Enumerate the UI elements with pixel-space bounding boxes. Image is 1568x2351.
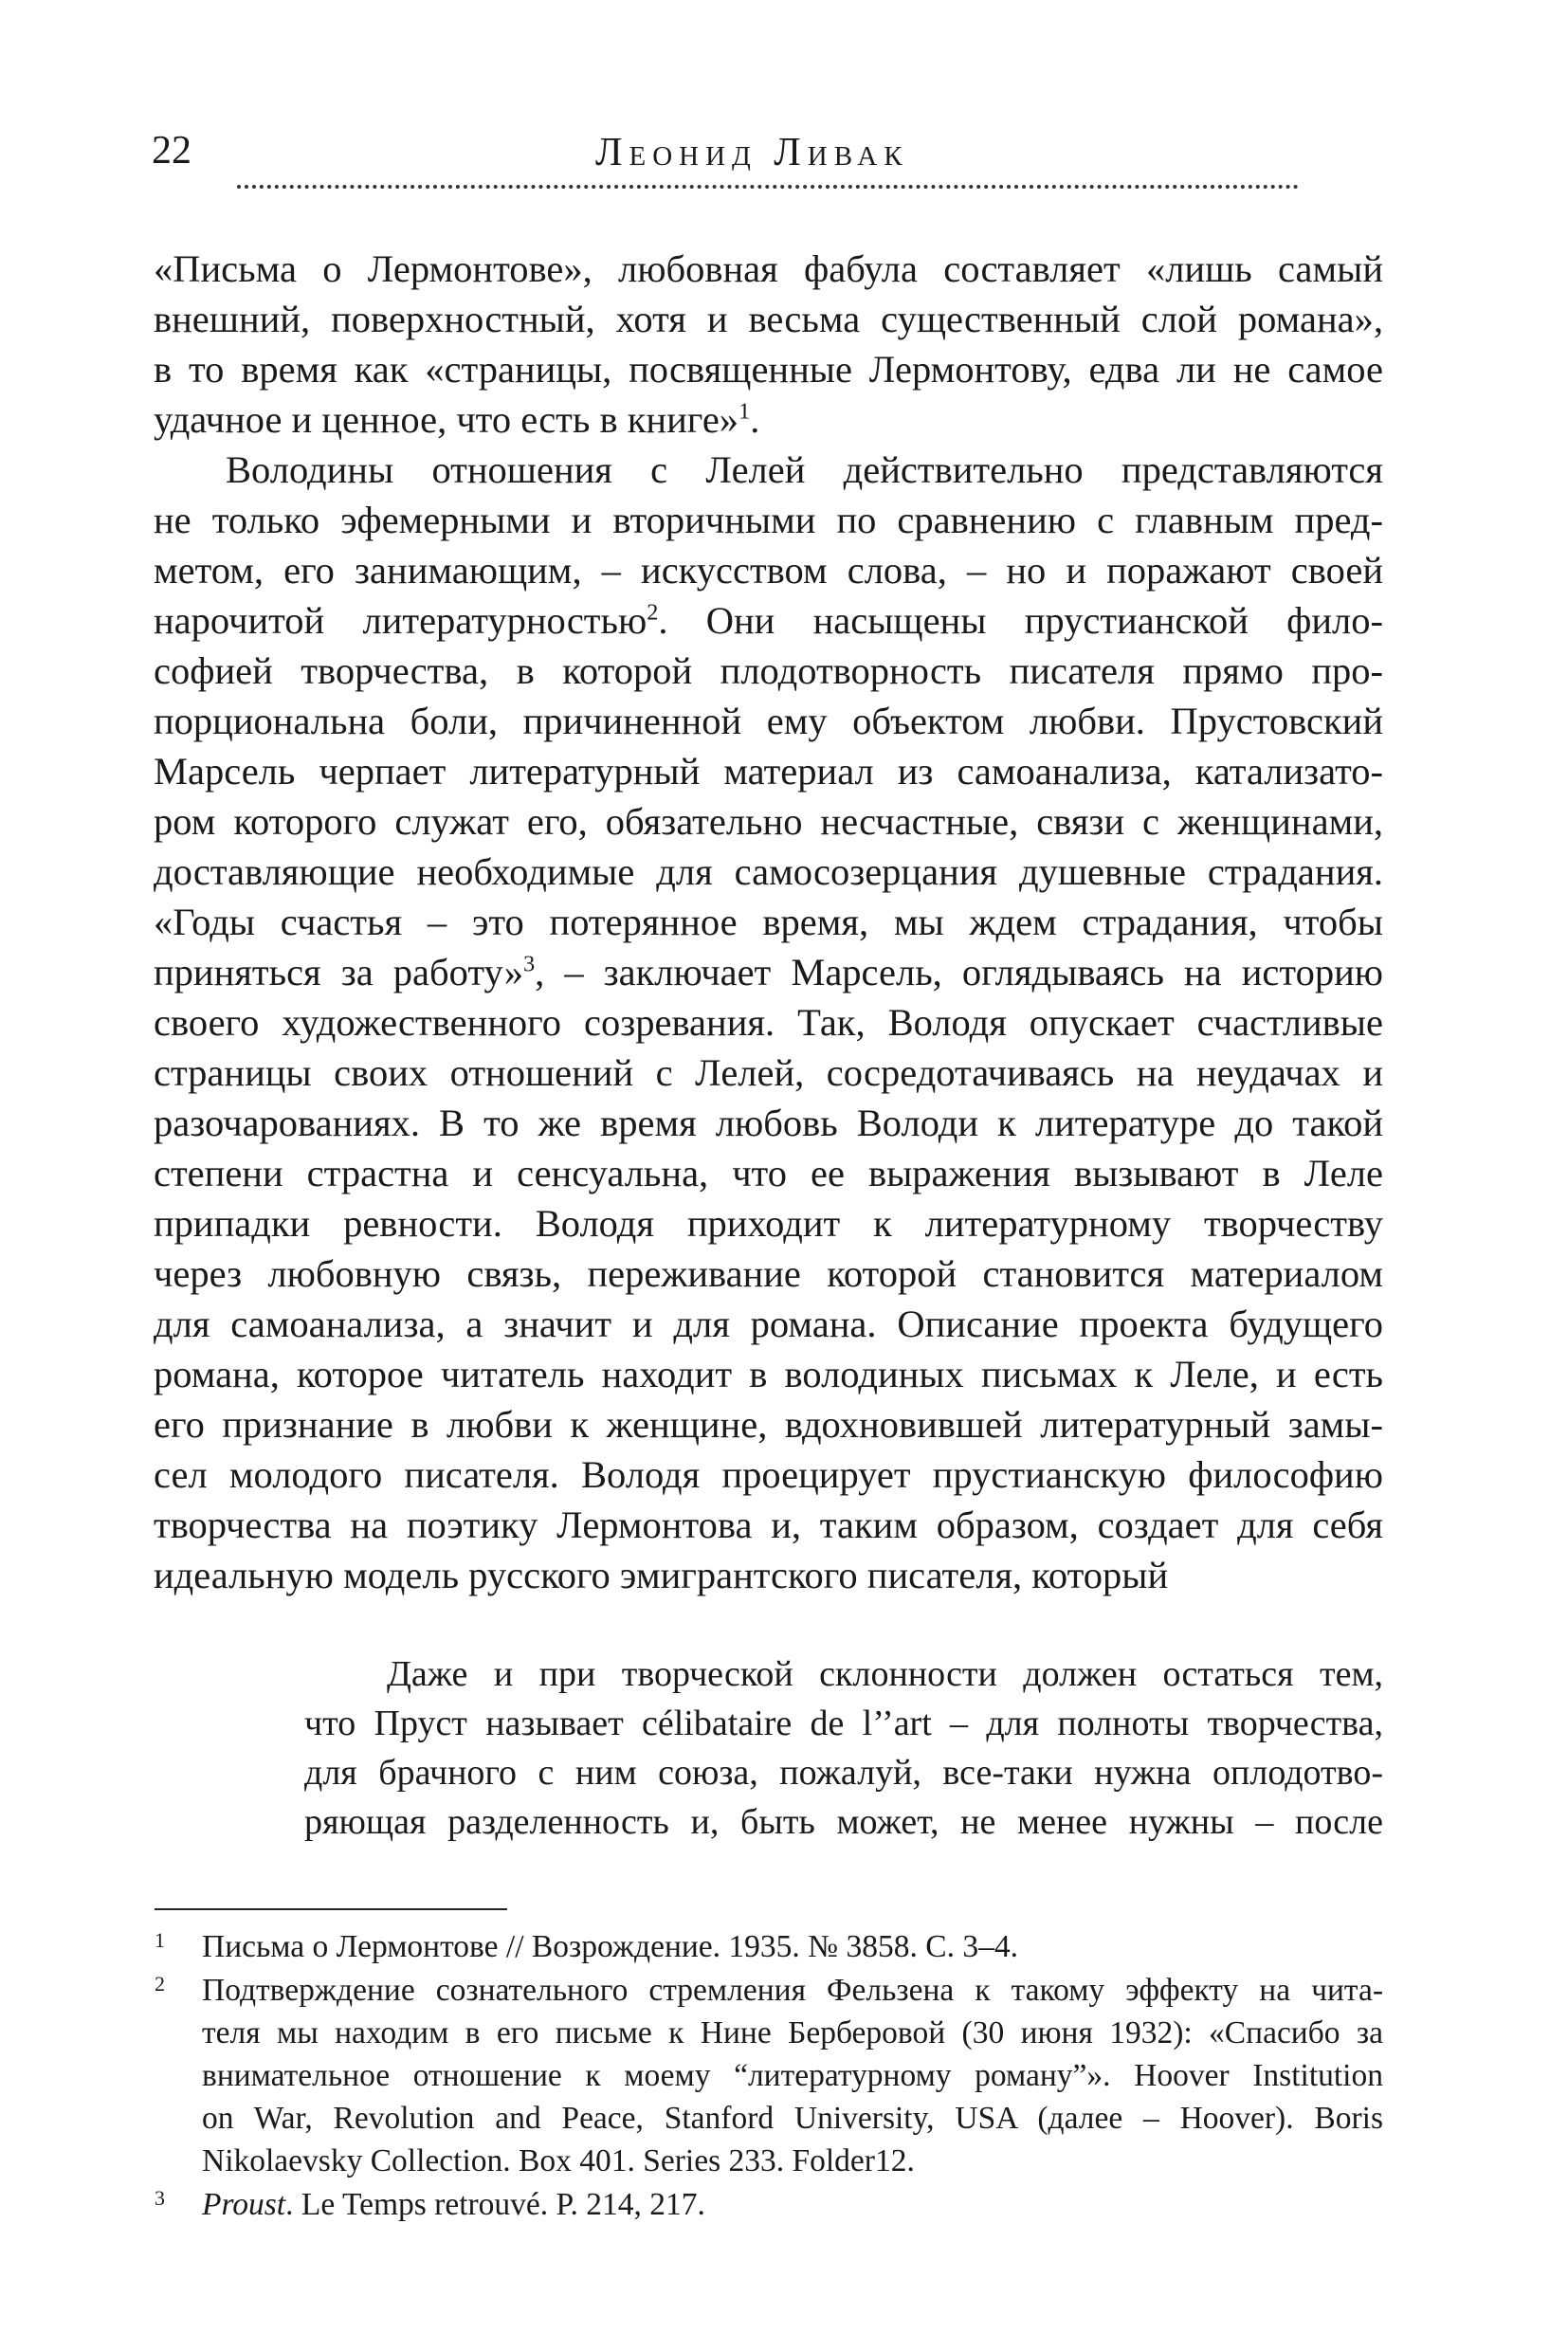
body-line: идеальную модель русского эмигрантского писателя, который bbox=[154, 1554, 1169, 1596]
body-line: сел молодого писателя. Володя проецирует прустианскую философию bbox=[154, 1453, 1383, 1496]
body-line-tail: . Они насыщены прустианской фило- bbox=[658, 599, 1383, 642]
body-line-text: нарочитой литературностью bbox=[154, 599, 647, 642]
footnote-line bbox=[202, 2189, 705, 2221]
body-line: «Годы счастья – это потерянное время, мы ждем страдания, чтобы bbox=[154, 901, 1383, 943]
body-line: ром которого служат его, обязательно несчастные, связи с женщинами, bbox=[154, 800, 1383, 843]
footnote-author: Proust bbox=[202, 2187, 286, 2222]
body-line: творчества на поэтику Лермонтова и, таким образом, создает для себя bbox=[154, 1504, 1383, 1546]
footnote-line: Подтверждение сознательного стремления Фельзена к такому эффекту на чита- bbox=[202, 1973, 1383, 2008]
body-line: через любовную связь, переживание которой становится материалом bbox=[154, 1252, 1383, 1295]
body-line: степени страстна и сенсуальна, что ее выражения вызывают в Леле bbox=[154, 1152, 1383, 1194]
body-line: Володины отношения с Лелей действительно представляются bbox=[226, 448, 1383, 491]
footnote-number: 1 bbox=[155, 1928, 165, 1952]
quote-line: для брачного с ним союза, пожалуй, все-таки нужна оплодотво- bbox=[304, 1753, 1383, 1793]
body-line: страницы своих отношений с Лелей, сосредотачиваясь на неудачах и bbox=[154, 1051, 1383, 1094]
body-line bbox=[154, 599, 1383, 642]
footnote-number: 2 bbox=[155, 1972, 165, 1996]
body-line: разочарованиях. В то же время любовь Володи к литературе до такой bbox=[154, 1102, 1383, 1144]
footnote-line: внимательное отношение к моему “литературному роману”». Hoover Institution bbox=[202, 2058, 1383, 2093]
body-line: для самоанализа, а значит и для романа. Описание проекта будущего bbox=[154, 1303, 1383, 1345]
body-line-text: удачное и ценное, что есть в книге» bbox=[154, 398, 739, 441]
quote-line: что Пруст называет célibataire de l’’art – для полноты творчества, bbox=[304, 1704, 1383, 1743]
body-line bbox=[154, 951, 1383, 993]
footnote-ref[interactable]: 2 bbox=[647, 599, 659, 626]
body-line: внешний, поверхностный, хотя и весьма существенный слой романа», bbox=[154, 298, 1383, 340]
body-line: метом, его занимающим, – искусством слова, – но и поражают своей bbox=[154, 549, 1383, 592]
body-line: в то время как «страницы, посвященные Лермонтову, едва ли не самое bbox=[154, 348, 1383, 391]
body-line: не только эфемерными и вторичными по сравнению с главным пред- bbox=[154, 499, 1383, 541]
body-line-tail: , – заключает Марсель, оглядываясь на историю bbox=[535, 951, 1383, 993]
body-line: его признание в любви к женщине, вдохновившей литературный замы- bbox=[154, 1403, 1383, 1446]
body-line: доставляющие необходимые для самосозерцания душевные страдания. bbox=[154, 850, 1383, 893]
header-dotted-rule bbox=[237, 185, 1299, 189]
body-line-text: приняться за работу» bbox=[154, 951, 523, 993]
body-line: «Письма о Лермонтове», любовная фабула составляет «лишь самый bbox=[154, 247, 1383, 290]
quote-line: ряющая разделенность и, быть может, не менее нужны – после bbox=[304, 1802, 1383, 1842]
footnote-ref[interactable]: 3 bbox=[523, 951, 536, 977]
footnote-line: теля мы находим в его письме к Нине Берберовой (30 июня 1932): «Спасибо за bbox=[202, 2015, 1383, 2050]
body-line: романа, которое читатель находит в володиных письмах к Леле, и есть bbox=[154, 1353, 1383, 1395]
footnote-rest: . Le Temps retrouvé. P. 214, 217. bbox=[285, 2187, 705, 2222]
body-line: софией творчества, в которой плодотворность писателя прямо про- bbox=[154, 649, 1383, 692]
running-head: Леонид Ливак bbox=[595, 131, 909, 174]
page-number: 22 bbox=[152, 129, 191, 173]
footnote-number: 3 bbox=[155, 2186, 165, 2210]
body-line: припадки ревности. Володя приходит к литературному творчеству bbox=[154, 1202, 1383, 1245]
footnote-ref[interactable]: 1 bbox=[738, 398, 751, 425]
body-line bbox=[154, 398, 760, 441]
footnote-line: Письма о Лермонтове // Возрождение. 1935. № 3858. С. 3–4. bbox=[202, 1929, 1018, 1964]
footnote-line: Nikolaevsky Collection. Box 401. Series 233. Folder12. bbox=[202, 2143, 915, 2178]
footnote-line: on War, Revolution and Peace, Stanford University, USA (далее – Hoover). Boris bbox=[202, 2101, 1383, 2136]
quote-line: Даже и при творческой склонности должен остаться тем, bbox=[387, 1654, 1383, 1694]
body-line: порциональна боли, причиненной ему объектом любви. Прустовский bbox=[154, 700, 1383, 742]
footnote-separator bbox=[155, 1908, 507, 1910]
body-line: Марсель черпает литературный материал из самоанализа, катализато- bbox=[154, 750, 1383, 793]
body-line-tail: . bbox=[750, 398, 760, 441]
body-line: своего художественного созревания. Так, Володя опускает счастливые bbox=[154, 1001, 1383, 1044]
